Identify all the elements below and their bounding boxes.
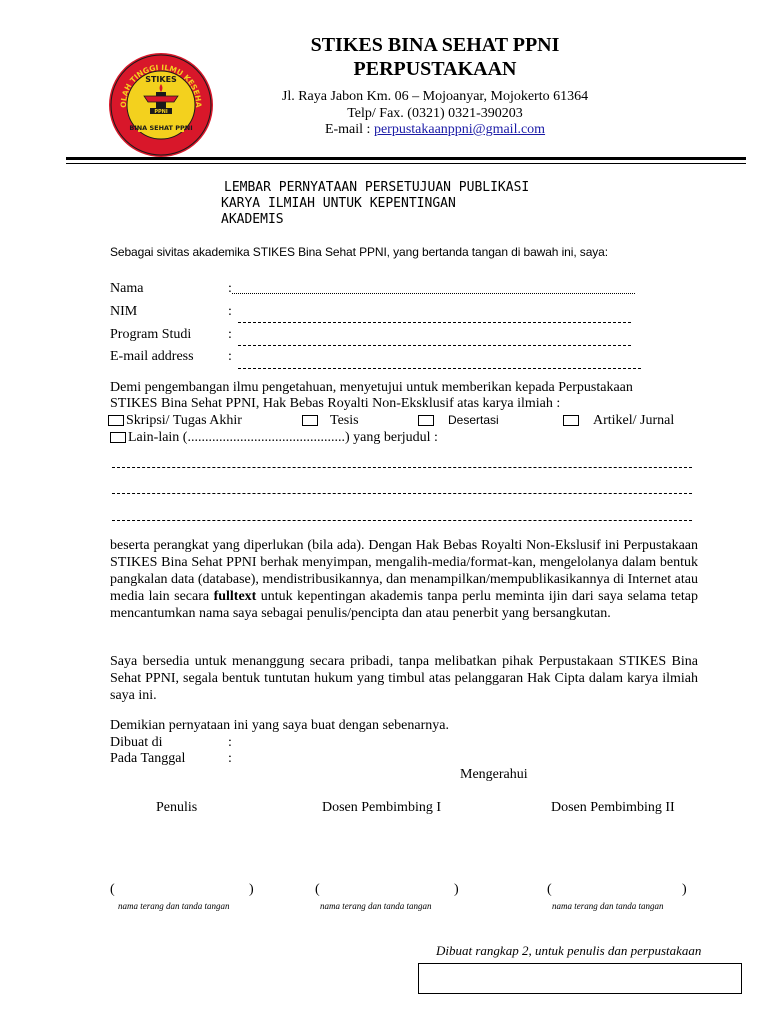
signer-dosen1: Dosen Pembimbing I	[322, 800, 441, 815]
signature-open-1: (	[110, 882, 115, 897]
copies-note: Dibuat rangkap 2, untuk penulis dan perpustakaan	[436, 943, 702, 958]
email-label: E-mail :	[324, 122, 374, 137]
date-label: Pada Tanggal	[110, 751, 186, 766]
signature-open-2: (	[315, 882, 320, 897]
field-label-nim: NIM	[110, 304, 138, 319]
intro-text: Sebagai sivitas akademika STIKES Bina Sehat PPNI, yang bertanda tangan di bawah ini, saya:	[110, 245, 608, 259]
fulltext-bold: fulltext	[213, 589, 257, 604]
rights-paragraph-end: untuk kepentingan akademis tanpa perlu meminta ijin dari saya selama tetap mencantumkan nama saya sebagai penulis/pencipta dan atau penerbit yang bersangkutan.	[110, 589, 699, 621]
option-artikel-label: Artikel/ Jurnal	[593, 413, 675, 428]
option-lainlain[interactable]	[110, 430, 438, 446]
header-divider-thin	[66, 163, 746, 164]
option-desertasi[interactable]	[418, 413, 499, 427]
checkbox-artikel[interactable]	[563, 415, 579, 426]
signature-open-3: (	[547, 882, 552, 897]
rights-paragraph-text: beserta perangkat yang diperlukan (bila ada). Dengan Hak Bebas Royalti Non-Ekslusif ini Perpustakaan STIKES Bina Sehat PPNI berhak menyimpan, mengalih-media/format-kan, mengelolanya dalam bentuk pangkalan data (database), mendistribusikannya, dan menampilkan/mempublikasikannya di Internet atau media lain secara	[110, 538, 698, 604]
consent-line1: Demi pengembangan ilmu pengetahuan, menyetujui untuk memberikan kepada Perpustakaan	[110, 380, 633, 395]
signature-close-3: )	[682, 882, 687, 897]
field-label-program-studi: Program Studi	[110, 327, 192, 342]
option-lainlain-label: Lain-lain (.............................................) yang berjudul :	[128, 430, 438, 445]
place-colon: :	[228, 735, 232, 750]
signature-note-3: nama terang dan tanda tangan	[552, 901, 664, 911]
field-label-nama: Nama	[110, 281, 144, 296]
program-studi-input-line[interactable]	[238, 345, 631, 346]
signature-note-1: nama terang dan tanda tangan	[118, 901, 230, 911]
option-skripsi-label: Skripsi/ Tugas Akhir	[126, 413, 242, 428]
field-colon-program-studi: :	[228, 327, 232, 342]
email-link[interactable]: perpustakaanppni@gmail.com	[373, 122, 546, 137]
logo-bottom-text: BINA SEHAT PPNI	[129, 124, 193, 132]
signature-note-2: nama terang dan tanda tangan	[320, 901, 432, 911]
option-tesis-label: Tesis	[330, 413, 359, 428]
form-title-line1: LEMBAR PERNYATAAN PERSETUJUAN PUBLIKASI	[224, 180, 530, 195]
institution-logo	[108, 52, 214, 158]
logo-emblem-icon	[108, 52, 214, 158]
form-title-line2: KARYA ILMIAH UNTUK KEPENTINGAN	[221, 196, 456, 211]
institution-name: STIKES BINA SEHAT PPNI	[310, 34, 560, 56]
rights-paragraph	[110, 537, 698, 622]
option-artikel[interactable]	[563, 413, 674, 429]
checkbox-desertasi[interactable]	[418, 415, 434, 426]
checkbox-tesis[interactable]	[302, 415, 318, 426]
field-colon-nama: :	[228, 281, 232, 296]
signature-close-2: )	[454, 882, 459, 897]
judul-line-1[interactable]	[112, 467, 692, 468]
place-label: Dibuat di	[110, 735, 163, 750]
signature-close-1: )	[249, 882, 254, 897]
mengetahui-label: Mengerahui	[460, 767, 528, 782]
signer-penulis: Penulis	[156, 800, 198, 815]
form-title-line3: AKADEMIS	[221, 212, 284, 227]
library-name: PERPUSTAKAAN	[353, 58, 517, 80]
judul-line-2[interactable]	[112, 493, 692, 494]
nim-input-line[interactable]	[238, 322, 631, 323]
option-tesis[interactable]	[302, 413, 359, 429]
logo-center-text: STIKES	[145, 75, 177, 84]
logo-ribbon-text: PPNI	[154, 109, 168, 115]
email-line	[240, 122, 630, 138]
option-desertasi-label: Desertasi	[448, 413, 499, 427]
logo-ring-text: OLAH TINGGI ILMU KESEHA	[118, 62, 204, 108]
signer-dosen2: Dosen Pembimbing II	[551, 800, 675, 815]
field-label-email: E-mail address	[110, 349, 194, 364]
field-colon-email: :	[228, 349, 232, 364]
field-colon-nim: :	[228, 304, 232, 319]
checkbox-skripsi[interactable]	[108, 415, 124, 426]
checkbox-lainlain[interactable]	[110, 432, 126, 443]
address-line: Jl. Raya Jabon Km. 06 – Mojoanyar, Mojokerto 61364	[281, 89, 589, 104]
option-skripsi[interactable]	[108, 413, 242, 429]
judul-line-3[interactable]	[112, 520, 692, 521]
liability-paragraph: Saya bersedia untuk menanggung secara pribadi, tanpa melibatkan pihak Perpustakaan STIKES Bina Sehat PPNI, segala bentuk tuntutan hukum yang timbul atas pelanggaran Hak Cipta dalam karya ilmiah saya ini.	[110, 654, 698, 703]
consent-line2: STIKES Bina Sehat PPNI, Hak Bebas Royalti Non-Eksklusif atas karya ilmiah :	[110, 396, 561, 411]
footer-box	[418, 963, 742, 994]
closing-statement: Demikian pernyataan ini yang saya buat dengan sebenarnya.	[110, 718, 449, 733]
email-input-line[interactable]	[238, 368, 641, 369]
header-divider	[66, 157, 746, 160]
nama-input-line[interactable]	[232, 293, 635, 294]
date-colon: :	[228, 751, 232, 766]
phone-line: Telp/ Fax. (0321) 0321-390203	[347, 106, 523, 121]
